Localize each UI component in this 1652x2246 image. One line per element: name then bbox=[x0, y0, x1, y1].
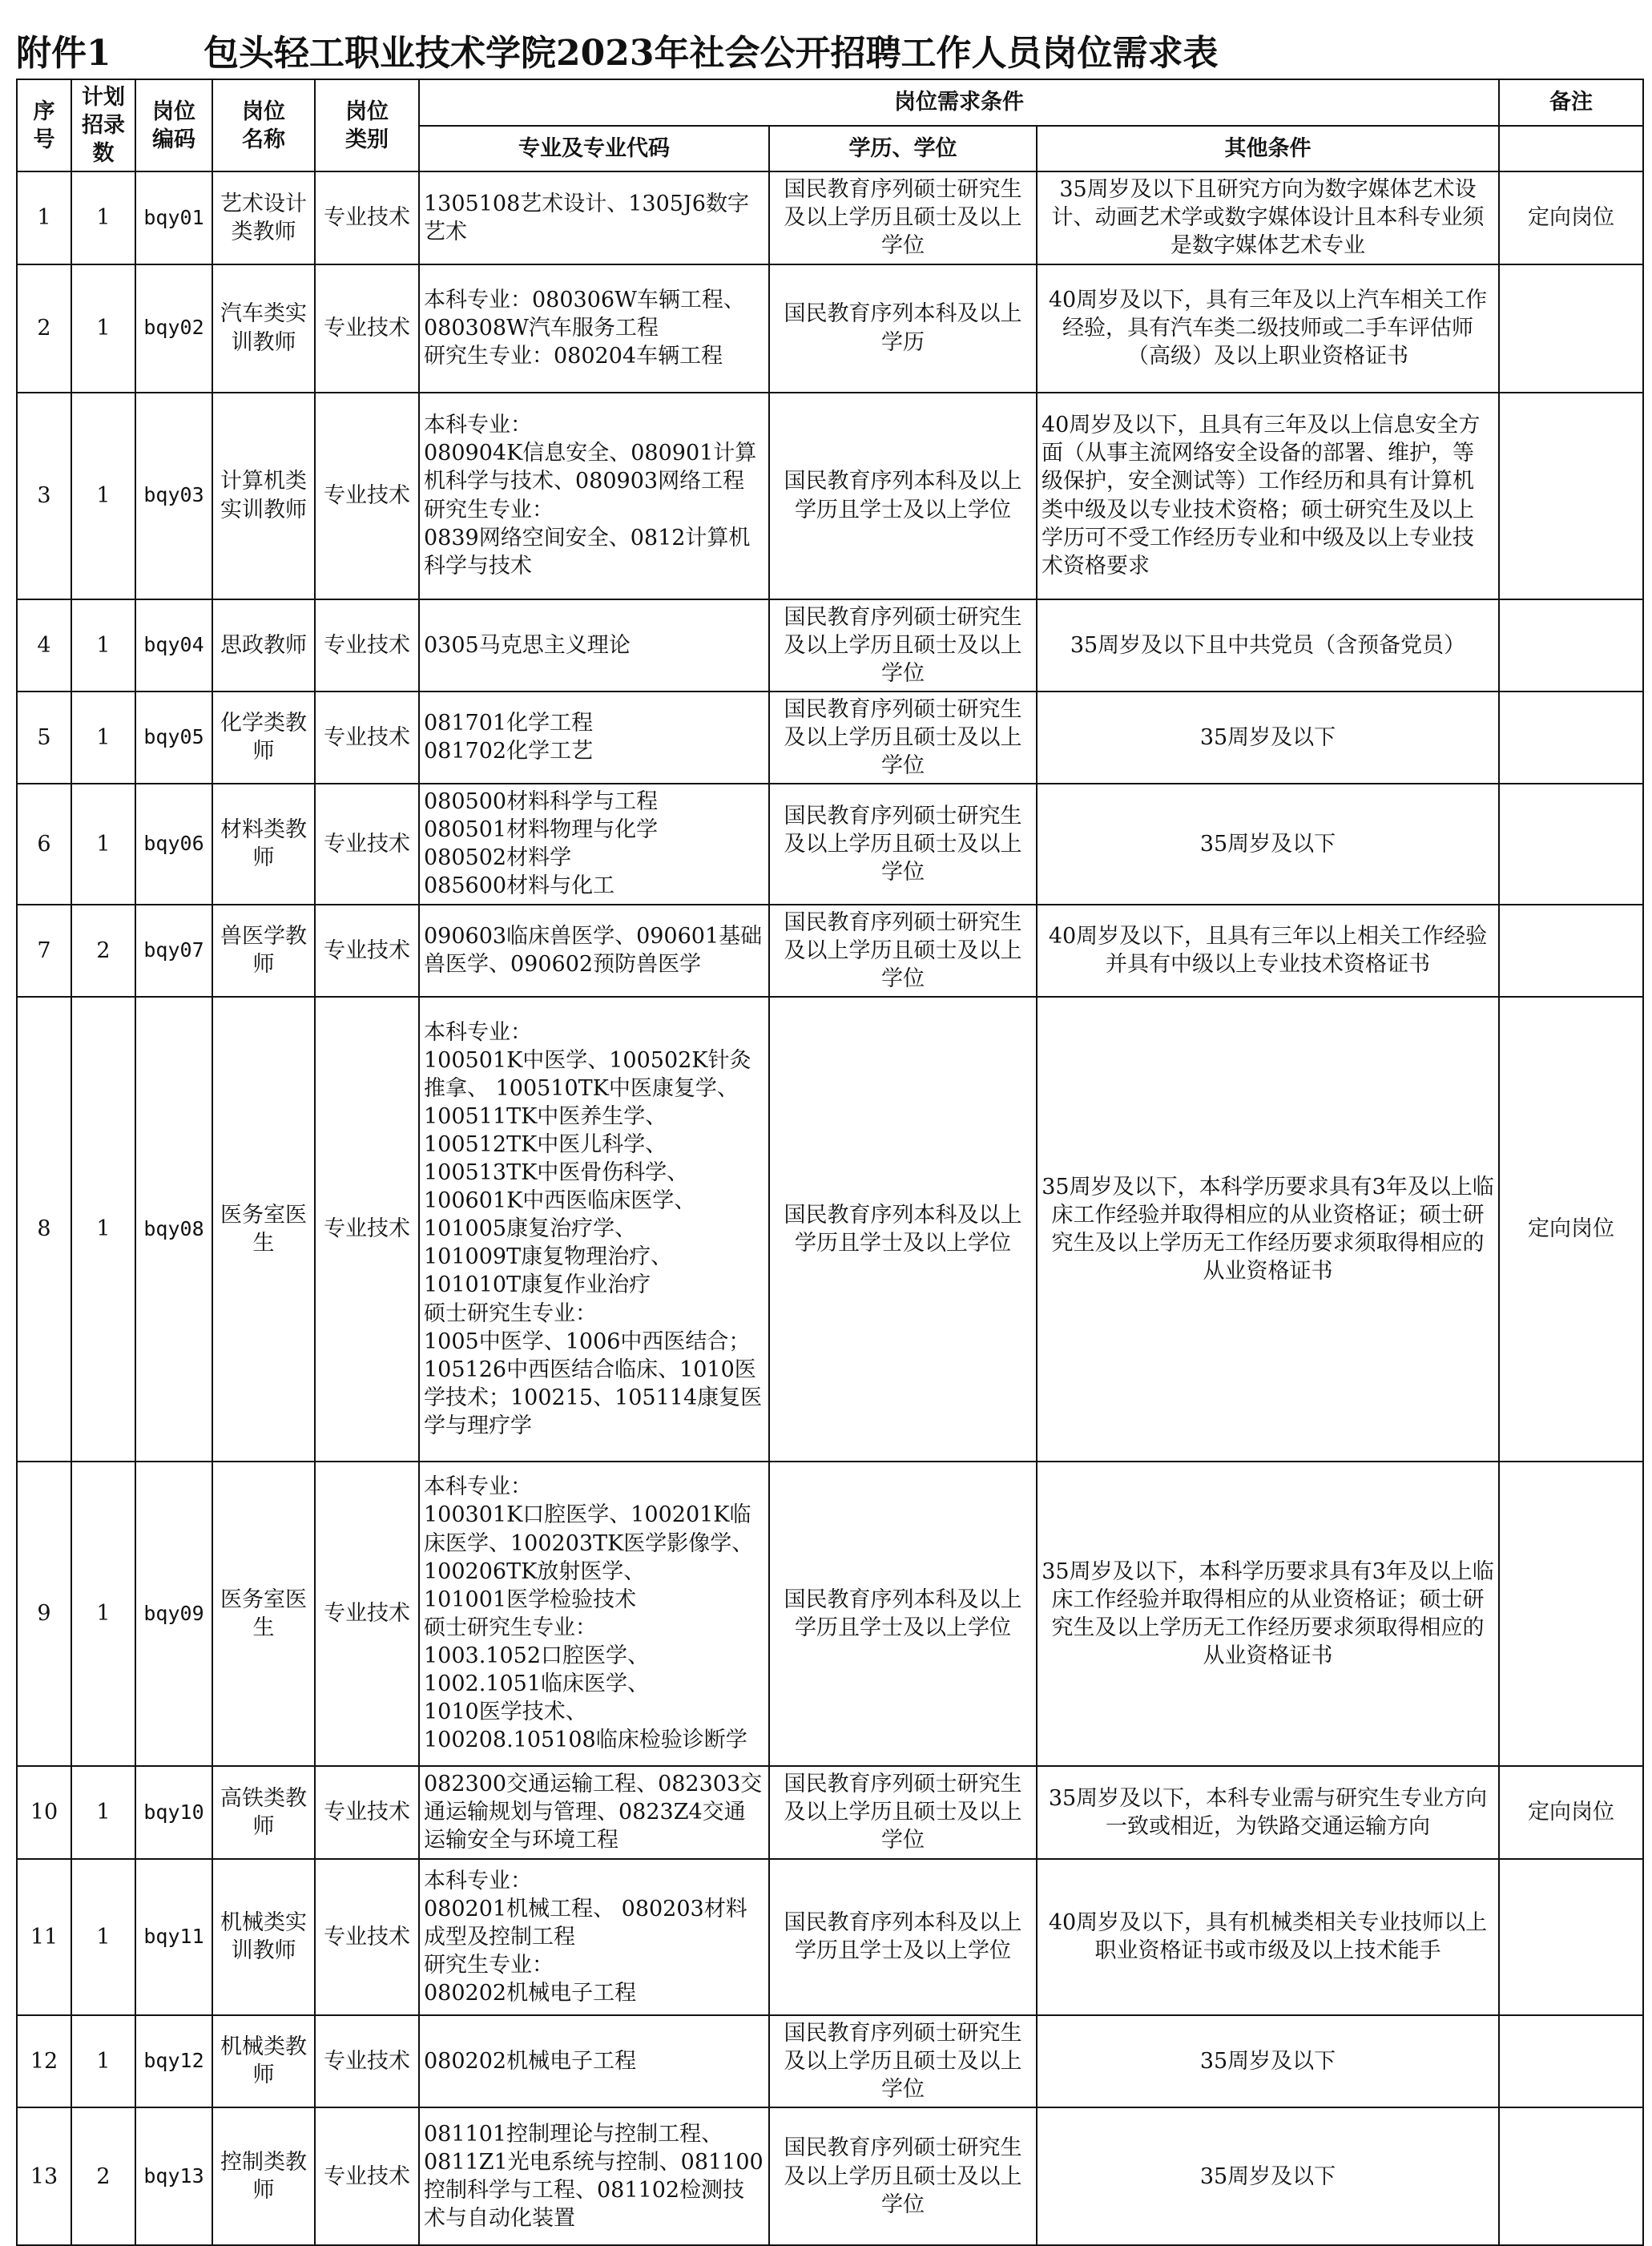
cell-other: 35周岁及以下且中共党员（含预备党员） bbox=[1037, 599, 1499, 692]
cell-plan: 1 bbox=[71, 1766, 135, 1859]
col-seq: 序 号 bbox=[17, 79, 71, 171]
cell-major: 本科专业： 080201机械工程、 080203材料成型及控制工程 研究生专业： 080202机械电子工程 bbox=[419, 1859, 769, 2015]
col-major: 专业及专业代码 bbox=[419, 126, 769, 172]
cell-code: bqy08 bbox=[135, 997, 212, 1462]
cell-degree: 国民教育序列硕士研究生及以上学历且硕士及以上学位 bbox=[769, 784, 1037, 904]
title-row bbox=[16, 18, 1642, 74]
requirements-table bbox=[16, 79, 1644, 2246]
cell-major: 本科专业：080306W车辆工程、080308W汽车服务工程 研究生专业：080204车辆工程 bbox=[419, 264, 769, 393]
table-row bbox=[17, 692, 1643, 784]
cell-major: 本科专业： 080904K信息安全、080901计算机科学与技术、080903网络工程 研究生专业： 0839网络空间安全、0812计算机科学与技术 bbox=[419, 393, 769, 599]
cell-major: 0305马克思主义理论 bbox=[419, 599, 769, 692]
col-code: 岗位 编码 bbox=[135, 79, 212, 171]
cell-name: 计算机类实训教师 bbox=[212, 393, 315, 599]
table-row bbox=[17, 2107, 1643, 2245]
cell-code: bqy03 bbox=[135, 393, 212, 599]
cell-name: 艺术设计类教师 bbox=[212, 171, 315, 264]
cell-category: 专业技术 bbox=[315, 692, 419, 784]
cell-seq: 2 bbox=[17, 264, 71, 393]
cell-remark bbox=[1499, 599, 1643, 692]
cell-name: 高铁类教师 bbox=[212, 1766, 315, 1859]
cell-name: 控制类教师 bbox=[212, 2107, 315, 2245]
cell-other: 40周岁及以下，具有三年及以上汽车相关工作经验，具有汽车类二级技师或二手车评估师（高级）及以上职业资格证书 bbox=[1037, 264, 1499, 393]
cell-code: bqy02 bbox=[135, 264, 212, 393]
cell-category: 专业技术 bbox=[315, 784, 419, 904]
cell-name: 化学类教师 bbox=[212, 692, 315, 784]
cell-category: 专业技术 bbox=[315, 599, 419, 692]
cell-other: 35周岁及以下 bbox=[1037, 692, 1499, 784]
cell-code: bqy07 bbox=[135, 905, 212, 997]
cell-remark bbox=[1499, 393, 1643, 599]
cell-plan: 2 bbox=[71, 905, 135, 997]
cell-remark bbox=[1499, 264, 1643, 393]
cell-code: bqy05 bbox=[135, 692, 212, 784]
table-row bbox=[17, 393, 1643, 599]
cell-category: 专业技术 bbox=[315, 171, 419, 264]
cell-code: bqy11 bbox=[135, 1859, 212, 2015]
cell-category: 专业技术 bbox=[315, 393, 419, 599]
cell-degree: 国民教育序列本科及以上学历且学士及以上学位 bbox=[769, 997, 1037, 1462]
cell-code: bqy04 bbox=[135, 599, 212, 692]
cell-seq: 8 bbox=[17, 997, 71, 1462]
cell-seq: 1 bbox=[17, 171, 71, 264]
cell-degree: 国民教育序列硕士研究生及以上学历且硕士及以上学位 bbox=[769, 599, 1037, 692]
col-degree: 学历、学位 bbox=[769, 126, 1037, 172]
cell-degree: 国民教育序列硕士研究生及以上学历且硕士及以上学位 bbox=[769, 2015, 1037, 2107]
cell-remark bbox=[1499, 784, 1643, 904]
document-title: 包头轻工职业技术学院2023年社会公开招聘工作人员岗位需求表 bbox=[203, 33, 1219, 74]
cell-category: 专业技术 bbox=[315, 2015, 419, 2107]
table-row bbox=[17, 171, 1643, 264]
cell-plan: 1 bbox=[71, 784, 135, 904]
cell-category: 专业技术 bbox=[315, 1859, 419, 2015]
cell-remark bbox=[1499, 2015, 1643, 2107]
table-row bbox=[17, 1766, 1643, 1859]
table-row bbox=[17, 784, 1643, 904]
cell-major: 082300交通运输工程、082303交通运输规划与管理、0823Z4交通运输安全与环境工程 bbox=[419, 1766, 769, 1859]
cell-category: 专业技术 bbox=[315, 1766, 419, 1859]
table-row bbox=[17, 1859, 1643, 2015]
attachment-label: 附件1 bbox=[16, 33, 111, 74]
cell-major: 081701化学工程 081702化学工艺 bbox=[419, 692, 769, 784]
cell-remark bbox=[1499, 692, 1643, 784]
cell-name: 兽医学教师 bbox=[212, 905, 315, 997]
cell-other: 40周岁及以下，且具有三年以上相关工作经验并具有中级以上专业技术资格证书 bbox=[1037, 905, 1499, 997]
cell-major: 090603临床兽医学、090601基础兽医学、090602预防兽医学 bbox=[419, 905, 769, 997]
table-row bbox=[17, 1462, 1643, 1766]
cell-category: 专业技术 bbox=[315, 264, 419, 393]
cell-other: 35周岁及以下，本科专业需与研究生专业方向一致或相近，为铁路交通运输方向 bbox=[1037, 1766, 1499, 1859]
cell-other: 35周岁及以下 bbox=[1037, 2107, 1499, 2245]
col-plan: 计划 招录 数 bbox=[71, 79, 135, 171]
cell-remark: 定向岗位 bbox=[1499, 171, 1643, 264]
cell-degree: 国民教育序列硕士研究生及以上学历且硕士及以上学位 bbox=[769, 905, 1037, 997]
col-category: 岗位 类别 bbox=[315, 79, 419, 171]
cell-remark bbox=[1499, 905, 1643, 997]
col-remark: 备注 bbox=[1499, 79, 1643, 126]
cell-remark bbox=[1499, 2107, 1643, 2245]
cell-name: 机械类实训教师 bbox=[212, 1859, 315, 2015]
cell-other: 35周岁及以下且研究方向为数字媒体艺术设计、动画艺术学或数字媒体设计且本科专业须是数字媒体艺术专业 bbox=[1037, 171, 1499, 264]
cell-plan: 1 bbox=[71, 692, 135, 784]
cell-name: 机械类教师 bbox=[212, 2015, 315, 2107]
cell-remark bbox=[1499, 1462, 1643, 1766]
cell-degree: 国民教育序列硕士研究生及以上学历且硕士及以上学位 bbox=[769, 171, 1037, 264]
table-row bbox=[17, 264, 1643, 393]
cell-seq: 12 bbox=[17, 2015, 71, 2107]
cell-major: 080500材料科学与工程 080501材料物理与化学 080502材料学 085600材料与化工 bbox=[419, 784, 769, 904]
cell-code: bqy13 bbox=[135, 2107, 212, 2245]
cell-major: 1305108艺术设计、1305J6数字艺术 bbox=[419, 171, 769, 264]
cell-plan: 1 bbox=[71, 171, 135, 264]
cell-code: bqy06 bbox=[135, 784, 212, 904]
cell-degree: 国民教育序列本科及以上学历且学士及以上学位 bbox=[769, 393, 1037, 599]
table-row bbox=[17, 2015, 1643, 2107]
cell-seq: 6 bbox=[17, 784, 71, 904]
cell-seq: 4 bbox=[17, 599, 71, 692]
cell-category: 专业技术 bbox=[315, 997, 419, 1462]
cell-degree: 国民教育序列硕士研究生及以上学历且硕士及以上学位 bbox=[769, 2107, 1037, 2245]
cell-remark bbox=[1499, 1859, 1643, 2015]
table-row bbox=[17, 599, 1643, 692]
cell-plan: 2 bbox=[71, 2107, 135, 2245]
cell-remark: 定向岗位 bbox=[1499, 997, 1643, 1462]
cell-seq: 9 bbox=[17, 1462, 71, 1766]
cell-degree: 国民教育序列硕士研究生及以上学历且硕士及以上学位 bbox=[769, 1766, 1037, 1859]
cell-category: 专业技术 bbox=[315, 905, 419, 997]
cell-code: bqy12 bbox=[135, 2015, 212, 2107]
cell-seq: 11 bbox=[17, 1859, 71, 2015]
col-requirements: 岗位需求条件 bbox=[419, 79, 1499, 126]
cell-seq: 3 bbox=[17, 393, 71, 599]
cell-other: 35周岁及以下，本科学历要求具有3年及以上临床工作经验并取得相应的从业资格证；硕士研究生及以上学历无工作经历要求须取得相应的从业资格证书 bbox=[1037, 997, 1499, 1462]
cell-major: 本科专业： 100501K中医学、100502K针灸推拿、 100510TK中医康复学、100511TK中医养生学、 100512TK中医儿科学、 100513TK中医骨伤科学、 100601K中西医临床医学、 101005康复治疗学、 101009T康复物理治疗、 101010T康复作业治疗 硕士研究生专业： 1005中医学、1006中西医结合；105126中西医结合临床、1010医学技术；100215、105114康复医学与理疗学 bbox=[419, 997, 769, 1462]
col-other: 其他条件 bbox=[1037, 126, 1499, 172]
cell-name: 医务室医生 bbox=[212, 1462, 315, 1766]
cell-code: bqy01 bbox=[135, 171, 212, 264]
cell-major: 081101控制理论与控制工程、0811Z1光电系统与控制、081100控制科学与工程、081102检测技术与自动化装置 bbox=[419, 2107, 769, 2245]
cell-seq: 13 bbox=[17, 2107, 71, 2245]
cell-seq: 5 bbox=[17, 692, 71, 784]
cell-other: 35周岁及以下 bbox=[1037, 784, 1499, 904]
cell-degree: 国民教育序列本科及以上学历 bbox=[769, 264, 1037, 393]
table-row bbox=[17, 997, 1643, 1462]
cell-name: 思政教师 bbox=[212, 599, 315, 692]
cell-name: 汽车类实训教师 bbox=[212, 264, 315, 393]
cell-other: 40周岁及以下，且具有三年及以上信息安全方面（从事主流网络安全设备的部署、维护，等级保护，安全测试等）工作经历和具有计算机类中级及以专业技术资格；硕士研究生及以上学历可不受工作经历专业和中级及以上专业技术资格要求 bbox=[1037, 393, 1499, 599]
cell-plan: 1 bbox=[71, 1859, 135, 2015]
cell-degree: 国民教育序列硕士研究生及以上学历且硕士及以上学位 bbox=[769, 692, 1037, 784]
cell-degree: 国民教育序列本科及以上学历且学士及以上学位 bbox=[769, 1859, 1037, 2015]
cell-other: 40周岁及以下，具有机械类相关专业技师以上职业资格证书或市级及以上技术能手 bbox=[1037, 1859, 1499, 2015]
cell-plan: 1 bbox=[71, 1462, 135, 1766]
cell-category: 专业技术 bbox=[315, 1462, 419, 1766]
cell-category: 专业技术 bbox=[315, 2107, 419, 2245]
cell-code: bqy09 bbox=[135, 1462, 212, 1766]
cell-name: 材料类教师 bbox=[212, 784, 315, 904]
cell-major: 本科专业： 100301K口腔医学、100201K临床医学、100203TK医学影像学、100206TK放射医学、 101001医学检验技术 硕士研究生专业： 1003.1052口腔医学、 1002.1051临床医学、 1010医学技术、 100208.105108临床检验诊断学 bbox=[419, 1462, 769, 1766]
cell-major: 080202机械电子工程 bbox=[419, 2015, 769, 2107]
col-name: 岗位 名称 bbox=[212, 79, 315, 171]
cell-degree: 国民教育序列本科及以上学历且学士及以上学位 bbox=[769, 1462, 1037, 1766]
table-row bbox=[17, 905, 1643, 997]
col-remark-blank bbox=[1499, 126, 1643, 172]
cell-plan: 1 bbox=[71, 264, 135, 393]
cell-plan: 1 bbox=[71, 393, 135, 599]
cell-plan: 1 bbox=[71, 2015, 135, 2107]
cell-plan: 1 bbox=[71, 997, 135, 1462]
cell-other: 35周岁及以下 bbox=[1037, 2015, 1499, 2107]
cell-code: bqy10 bbox=[135, 1766, 212, 1859]
cell-plan: 1 bbox=[71, 599, 135, 692]
cell-remark: 定向岗位 bbox=[1499, 1766, 1643, 1859]
cell-name: 医务室医生 bbox=[212, 997, 315, 1462]
cell-seq: 7 bbox=[17, 905, 71, 997]
cell-seq: 10 bbox=[17, 1766, 71, 1859]
cell-other: 35周岁及以下，本科学历要求具有3年及以上临床工作经验并取得相应的从业资格证；硕士研究生及以上学历无工作经历要求须取得相应的从业资格证书 bbox=[1037, 1462, 1499, 1766]
